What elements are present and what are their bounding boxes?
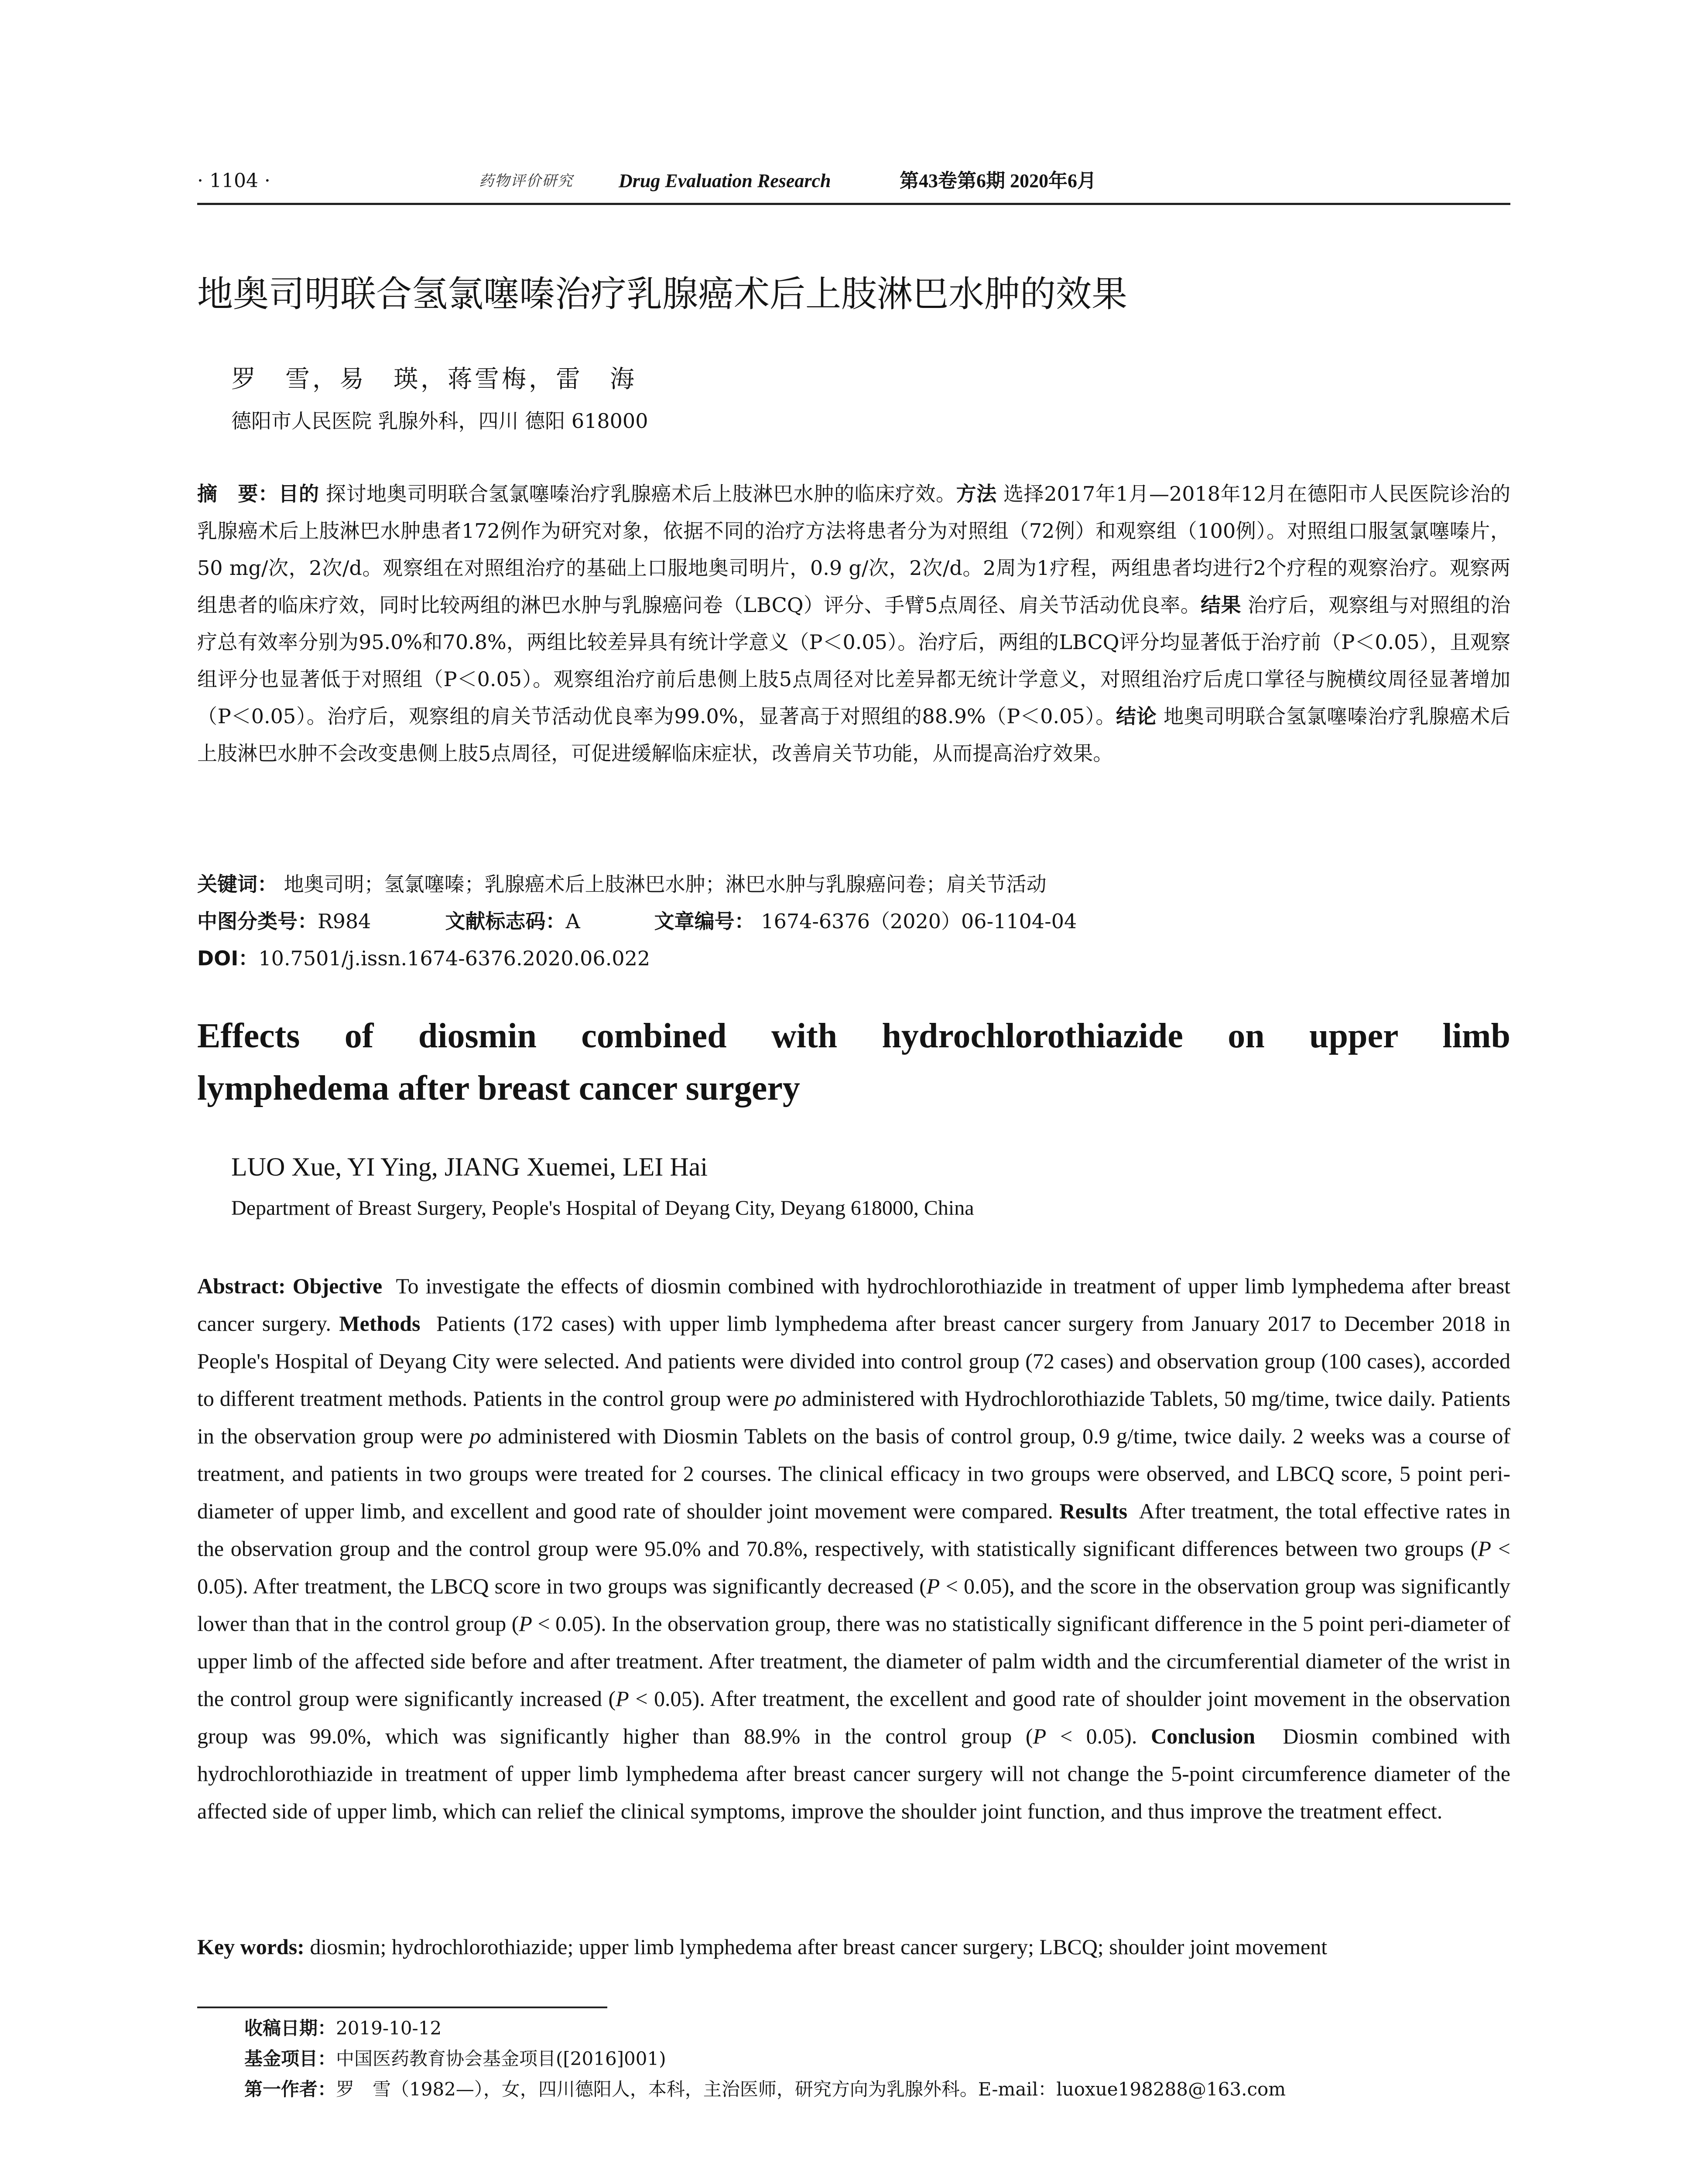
doi-label: DOI： [197, 947, 259, 970]
en-keywords: diosmin; hydrochlorothiazide; upper limb lymphedema after breast cancer surgery; LBCQ; shoulder joint movement [310, 1935, 1328, 1959]
fund-value: 中国医药教育协会基金项目([2016]001) [336, 2048, 666, 2069]
cn-conclusion-label: 结论 [1116, 704, 1157, 728]
en-objective-label: Objective [292, 1274, 383, 1298]
journal-logo: 药物评价研究 [479, 172, 573, 190]
cn-affiliation: 德阳市人民医院 乳腺外科，四川 德阳 618000 [231, 409, 648, 433]
en-methods-b: administered with Hydrochlorothiazide Tablets, 50 mg/time, twice daily. Patients in the observation group were [197, 1386, 1510, 1448]
en-abstract [197, 1267, 1510, 1830]
header-rule [197, 203, 1510, 205]
journal-name: Drug Evaluation Research [619, 170, 831, 191]
en-title-line2: lymphedema after breast cancer surgery [197, 1069, 800, 1108]
article-no-value: 1674-6376（2020）06-1104-04 [761, 909, 1077, 933]
en-abstract-label: Abstract: [197, 1274, 286, 1298]
cn-objective: 探讨地奥司明联合氢氯噻嗪治疗乳腺癌术后上肢淋巴水肿的临床疗效。 [325, 482, 956, 506]
doc-code-value: A [565, 909, 580, 933]
en-affiliation: Department of Breast Surgery, People's Hospital of Deyang City, Deyang 618000, China [231, 1196, 974, 1220]
doc-code-label: 文献标志码： [445, 909, 566, 933]
cn-objective-label: 目的 [278, 482, 319, 506]
en-results-c: < 0.05), and the score in the observation group was significantly lower than that in the control group ( [197, 1574, 1510, 1636]
cn-results: 治疗后，观察组与对照组的治疗总有效率分别为95.0%和70.8%，两组比较差异具有统计学意义（P＜0.05）。治疗后，两组的LBCQ评分均显著低于治疗前（P＜0.05），且观察组评分也显著低于对照组（P＜0.05）。观察组治疗前后患侧上肢5点周径对比差异都无统计学意义，对照组治疗后虎口掌径与腕横纹周径显著增加（P＜0.05）。治疗后，观察组的肩关节活动优良率为99.0%，显著高于对照组的88.9%（P＜0.05）。 [197, 593, 1511, 728]
cn-methods-label: 方法 [956, 482, 997, 506]
en-results-e: < 0.05). After treatment, the excellent and good rate of shoulder joint movement in the observation group was 99.0%, which was significantly higher than 88.9% in the control group ( [197, 1686, 1511, 1748]
received-date: 2019-10-12 [336, 2017, 442, 2039]
en-results-label: Results [1059, 1499, 1128, 1523]
en-methods-a: Patients (172 cases) with upper limb lymphedema after breast cancer surgery from January 2017 to December 2018 in People's Hospital of Deyang City were selected. And patients were divided into control group (72 cases) and observation group (100 cases), accorded to different treatment methods. Patients in the control group were [197, 1311, 1510, 1411]
p-symbol: P [1478, 1536, 1492, 1561]
page-number: · 1104 · [197, 170, 270, 192]
issue-info: 第43卷第6期 2020年6月 [900, 170, 1096, 191]
en-conclusion: Diosmin combined with hydrochlorothiazide in treatment of upper limb lymphedema after breast cancer surgery will not change the 5-point circumference diameter of the affected side of upper limb, which can relief the clinical symptoms, improve the shoulder joint function, and thus improve the treatment effect. [197, 1724, 1511, 1823]
fund-label: 基金项目： [244, 2048, 336, 2069]
po-term: po [774, 1386, 797, 1411]
cn-results-label: 结果 [1201, 593, 1241, 617]
clc-label: 中图分类号： [197, 909, 318, 933]
en-results-f: < 0.05). [1046, 1724, 1137, 1748]
footnote-fund [244, 2046, 666, 2072]
en-conclusion-label: Conclusion [1151, 1724, 1255, 1748]
article-no-label: 文章编号： [654, 909, 755, 933]
en-methods-c: administered with Diosmin Tablets on the basis of control group, 0.9 g/time, twice daily. 2 weeks was a course of treatment, and patients in two groups were treated for 2 courses. The clinical efficacy in two groups were observed, and LBCQ score, 5 point peri-diameter of upper limb, and excellent and good rate of shoulder joint movement were compared. [197, 1424, 1511, 1523]
doi-value[interactable]: 10.7501/j.issn.1674-6376.2020.06.022 [258, 947, 650, 970]
en-results-d: < 0.05). In the observation group, there was no statistically significant difference in the 5 point peri-diameter of upper limb of the affected side before and after treatment. After treatment, the diameter of palm width and the circumferential diameter of the wrist in the control group were significantly increased ( [197, 1611, 1510, 1711]
cn-abstract-label: 摘 要： [197, 482, 279, 506]
cn-keywords-line [197, 866, 1510, 903]
cn-classification-line [197, 903, 1077, 940]
doi-line [197, 940, 650, 977]
en-keywords-label: Key words: [197, 1935, 305, 1959]
received-label: 收稿日期： [244, 2017, 336, 2039]
cn-authors: 罗 雪，易 瑛，蒋雪梅，雷 海 [231, 365, 637, 393]
cn-abstract [197, 475, 1510, 772]
en-title-line1: Effects of diosmin combined with hydrochlorothiazide on upper limb [197, 1017, 1510, 1055]
en-methods-label: Methods [339, 1311, 421, 1336]
cn-keywords: 地奥司明；氢氯噻嗪；乳腺癌术后上肢淋巴水肿；淋巴水肿与乳腺癌问卷；肩关节活动 [284, 872, 1047, 896]
po-term: po [469, 1424, 492, 1448]
p-symbol: P [1033, 1724, 1047, 1748]
cn-conclusion: 地奥司明联合氢氯噻嗪治疗乳腺癌术后上肢淋巴水肿不会改变患侧上肢5点周径，可促进缓解临床症状，改善肩关节功能，从而提高治疗效果。 [197, 704, 1511, 765]
en-results-b: < 0.05). After treatment, the LBCQ score in two groups was significantly decreased ( [197, 1536, 1510, 1598]
cn-keywords-label: 关键词： [197, 872, 277, 896]
p-symbol: P [616, 1686, 629, 1711]
en-keywords-line [197, 1928, 1510, 1966]
footnote-first-author [244, 2076, 1286, 2102]
footnote-rule [197, 2007, 607, 2008]
en-title [197, 1010, 1510, 1114]
cn-title: 地奥司明联合氢氯噻嗪治疗乳腺癌术后上肢淋巴水肿的效果 [197, 273, 1128, 315]
first-author-label: 第一作者： [244, 2078, 336, 2100]
en-authors: LUO Xue, YI Ying, JIANG Xuemei, LEI Hai [231, 1152, 708, 1181]
en-objective: To investigate the effects of diosmin combined with hydrochlorothiazide in treatment of upper limb lymphedema after breast cancer surgery. [197, 1274, 1510, 1336]
en-results-a: After treatment, the total effective rates in the observation group and the control group were 95.0% and 70.8%, respectively, with statistically significant differences between two groups ( [197, 1499, 1510, 1561]
clc-value: R984 [318, 909, 371, 933]
p-symbol: P [519, 1611, 532, 1636]
cn-methods: 选择2017年1月—2018年12月在德阳市人民医院诊治的乳腺癌术后上肢淋巴水肿患者172例作为研究对象，依据不同的治疗方法将患者分为对照组（72例）和观察组（100例）。对照组口服氢氯噻嗪片，50 mg/次，2次/d。观察组在对照组治疗的基础上口服地奥司明片，0.9 g/次，2次/d。2周为1疗程，两组患者均进行2个疗程的观察治疗。观察两组患者的临床疗效，同时比较两组的淋巴水肿与乳腺癌问卷（LBCQ）评分、手臂5点周径、肩关节活动优良率。 [197, 482, 1511, 617]
footnote-received [244, 2015, 442, 2041]
p-symbol: P [926, 1574, 940, 1598]
first-author-value: 罗 雪（1982—），女，四川德阳人，本科，主治医师，研究方向为乳腺外科。E-mail：luoxue198288@163.com [336, 2078, 1286, 2100]
